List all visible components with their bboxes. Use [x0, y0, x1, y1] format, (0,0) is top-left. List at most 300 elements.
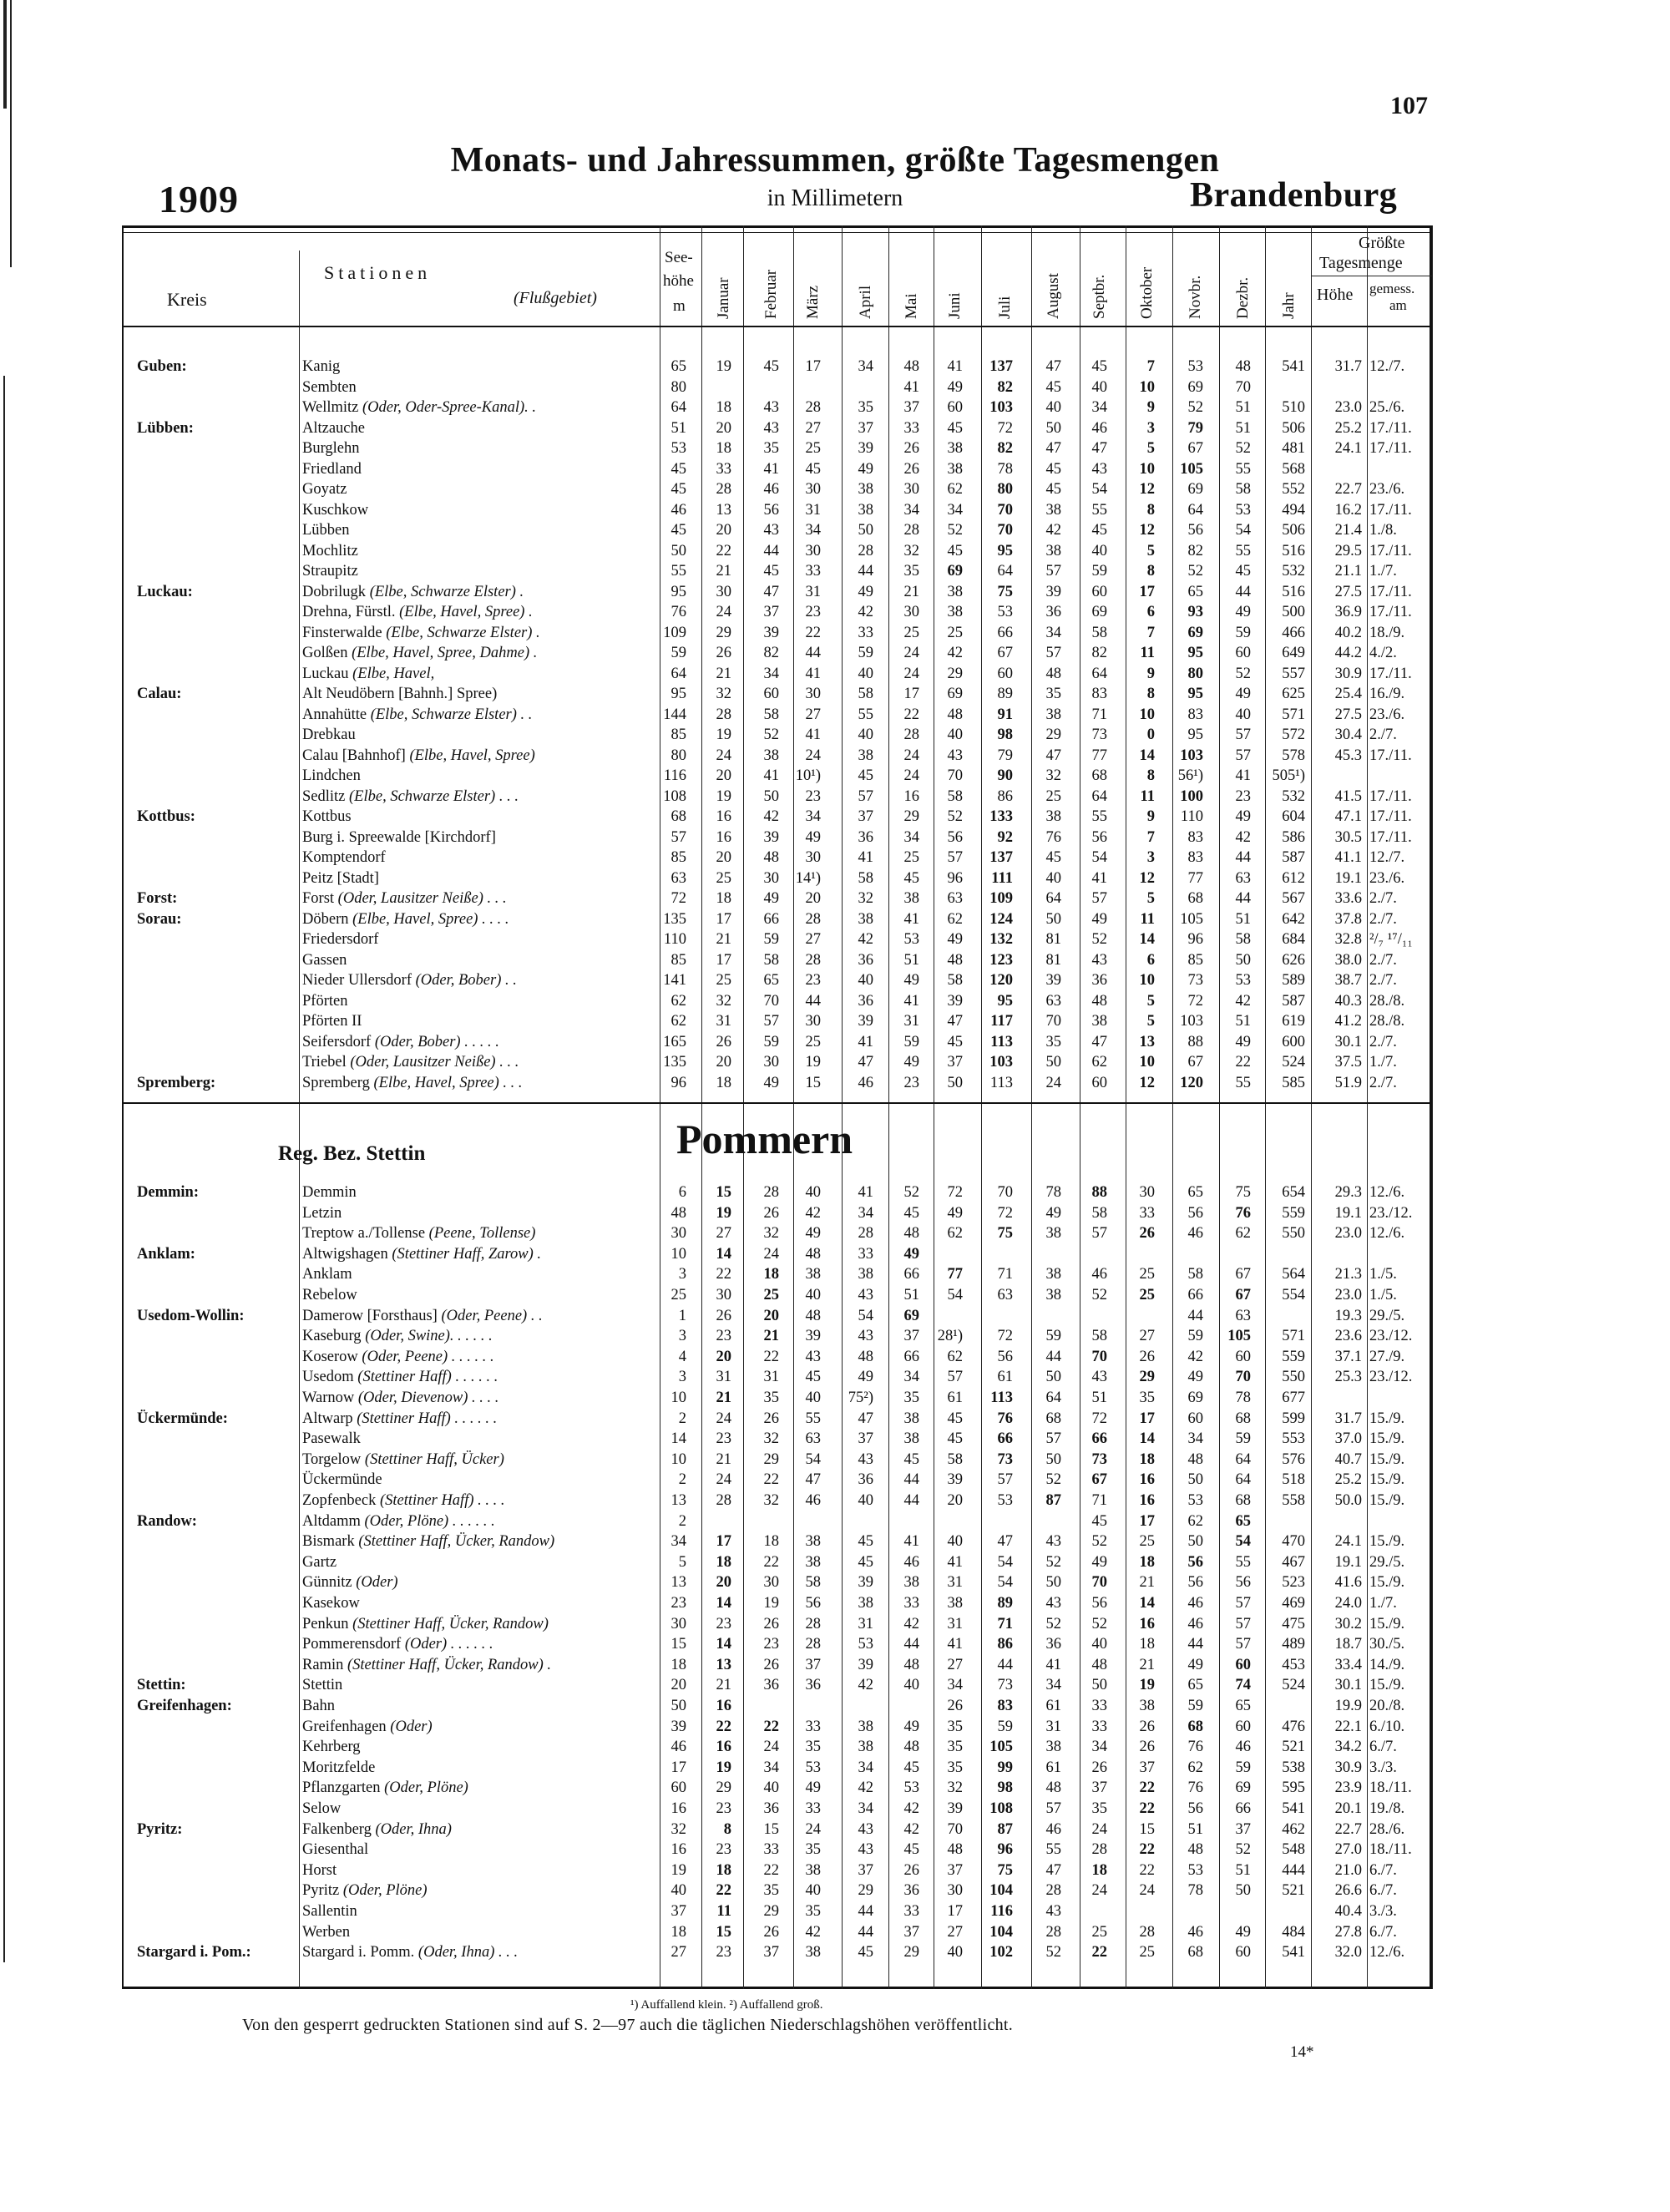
month-cell: 5 [1146, 542, 1155, 559]
jahr-cell: 587 [1282, 992, 1305, 1010]
station-name: Demmin [302, 1184, 357, 1201]
month-cell: 38 [805, 1553, 821, 1571]
month-cell: 48 [903, 358, 919, 375]
page-number: 107 [1390, 92, 1428, 119]
month-cell: 93 [1187, 604, 1203, 620]
month-cell: 35 [947, 1739, 963, 1756]
jahr-cell: 587 [1282, 849, 1305, 866]
month-cell: 59 [997, 1718, 1013, 1735]
month-cell: 52 [1091, 1287, 1107, 1303]
month-cell: 10 [1139, 706, 1155, 723]
month-cell: 45 [763, 563, 779, 580]
month-cell: 22 [1139, 1861, 1155, 1879]
datum-cell: 12./6. [1369, 1944, 1405, 1961]
month-cell: 48 [1235, 358, 1251, 375]
month-cell: 38 [858, 910, 873, 928]
month-cell: 69 [1187, 481, 1203, 498]
month-cell: 28 [716, 1492, 731, 1509]
month-cell: 57 [947, 1369, 963, 1386]
month-cell: 54 [1091, 481, 1107, 498]
month-cell: 55 [858, 706, 873, 723]
station-name: Kuschkow [302, 501, 369, 519]
month-cell: 40 [805, 1287, 821, 1303]
month-cell: 56 [1235, 1574, 1251, 1592]
month-cell: 69 [1187, 378, 1203, 396]
seehoehe-cell: 23 [671, 1595, 686, 1612]
month-cell: 49 [903, 1718, 919, 1735]
month-cell: 45 [763, 358, 779, 375]
month-cell: 80 [1187, 665, 1203, 682]
table-row [0, 1820, 1670, 1839]
month-cell: 47 [858, 1410, 873, 1427]
groesste-cell: 21.1 [1334, 563, 1362, 580]
month-cell: 38 [805, 1861, 821, 1879]
datum-cell: 23./6. [1369, 869, 1405, 887]
month-cell: 87 [1045, 1492, 1061, 1509]
jahr-cell: 600 [1282, 1033, 1305, 1050]
month-cell: 58 [858, 869, 873, 887]
month-cell: 68 [1187, 890, 1203, 907]
month-cell: 57 [1091, 890, 1107, 907]
month-cell: 52 [1187, 563, 1203, 580]
groesste-cell: 37.0 [1334, 1430, 1362, 1448]
month-cell: 47 [858, 1054, 873, 1071]
month-cell: 70 [763, 992, 779, 1010]
month-cell: 54 [947, 1287, 963, 1303]
table-row [0, 1799, 1670, 1818]
month-cell: 70 [1235, 378, 1251, 396]
month-cell: 22 [716, 1718, 731, 1735]
station-name: Altwigshagen (Stettiner Haff, Zarow) . [302, 1245, 542, 1263]
jahr-cell: 538 [1282, 1759, 1305, 1776]
month-cell: 25 [903, 624, 919, 641]
month-cell: 46 [1187, 1595, 1203, 1612]
seehoehe-cell: 19 [671, 1861, 686, 1879]
month-cell: 41 [1045, 1656, 1061, 1673]
table-row [0, 1532, 1670, 1551]
month-cell: 19 [716, 787, 731, 805]
month-cell: 7 [1146, 358, 1155, 375]
month-cell: 50 [858, 522, 873, 539]
jahr-cell: 453 [1282, 1656, 1305, 1673]
seehoehe-cell: 62 [671, 1013, 686, 1030]
table-row [0, 1410, 1670, 1428]
groesste-cell: 23.0 [1334, 1225, 1362, 1243]
month-cell: 31 [716, 1369, 731, 1386]
month-cell: 52 [1045, 1615, 1061, 1632]
station-name: Altdamm (Oder, Plöne) . . . . . . [302, 1512, 495, 1530]
month-cell: 103 [989, 399, 1013, 416]
datum-cell: 1./8. [1369, 522, 1397, 539]
month-cell: 18 [763, 1533, 779, 1551]
month-cell: 8 [1146, 767, 1155, 784]
month-cell: 123 [989, 951, 1013, 969]
month-cell: 28 [805, 910, 821, 928]
month-cell: 44 [903, 1636, 919, 1653]
month-cell: 47 [1045, 1861, 1061, 1879]
seehoehe-cell: 4 [678, 1348, 686, 1365]
station-name: Torgelow (Stettiner Haff, Ücker) [302, 1450, 504, 1468]
station-name: Wellmitz (Oder, Oder-Spree-Kanal). . [302, 399, 537, 416]
groesste-cell: 40.7 [1334, 1450, 1362, 1468]
month-cell: 47 [1091, 440, 1107, 457]
month-cell: 31 [1045, 1718, 1061, 1735]
month-cell: 75 [1235, 1184, 1251, 1201]
month-cell: 33 [903, 1903, 919, 1920]
month-cell: 38 [1045, 1225, 1061, 1243]
table-row [0, 1902, 1670, 1921]
station-name: Kaseburg (Oder, Swine). . . . . . [302, 1328, 493, 1345]
seehoehe-cell: 45 [671, 460, 686, 478]
month-cell: 83 [1187, 828, 1203, 846]
month-cell: 30 [716, 583, 731, 600]
station-name: Horst [302, 1861, 337, 1879]
month-cell: 78 [997, 460, 1013, 478]
groesste-cell: 40.4 [1334, 1903, 1362, 1920]
jahr-cell: 524 [1282, 1677, 1305, 1694]
table-row [0, 1573, 1670, 1592]
month-cell: 137 [989, 358, 1013, 375]
month-cell: 40 [805, 1184, 821, 1201]
kreis-label: Guben: [137, 358, 187, 375]
seehoehe-cell: 64 [671, 399, 686, 416]
month-cell: 43 [858, 1328, 873, 1345]
month-cell: 70 [1045, 1013, 1061, 1030]
month-cell: 14 [1139, 747, 1155, 764]
month-cell: 48 [1187, 1450, 1203, 1468]
month-cell: 88 [1187, 1033, 1203, 1050]
month-cell: 96 [1187, 931, 1203, 948]
month-cell: 65 [1187, 1677, 1203, 1694]
month-cell: 20 [716, 522, 731, 539]
month-cell: 55 [1091, 501, 1107, 519]
seehoehe-cell: 46 [671, 1739, 686, 1756]
month-cell: 44 [1235, 890, 1251, 907]
table-row [0, 1074, 1670, 1092]
month-cell: 30 [947, 1882, 963, 1900]
month-cell: 35 [947, 1718, 963, 1735]
month-cell: 42 [763, 808, 779, 825]
groesste-cell: 25.4 [1334, 686, 1362, 702]
month-cell: 35 [1045, 686, 1061, 702]
table-row [0, 1204, 1670, 1222]
month-cell: 18 [716, 890, 731, 907]
month-cell: 18 [716, 1074, 731, 1091]
station-name: Bahn [302, 1698, 336, 1714]
month-cell: 58 [763, 706, 779, 723]
groesste-cell: 20.1 [1334, 1800, 1362, 1817]
month-cell: 17 [716, 951, 731, 969]
month-cell: 52 [1045, 1944, 1061, 1961]
month-cell: 41 [858, 849, 873, 866]
month-cell: 68 [1045, 1410, 1061, 1427]
month-cell: 24 [903, 645, 919, 661]
month-cell: 38 [1045, 808, 1061, 825]
seehoehe-cell: 116 [663, 767, 686, 784]
month-cell: 26 [716, 645, 731, 661]
regbez-heading: Reg. Bez. Stettin [278, 1142, 426, 1165]
groesste-cell: 31.7 [1334, 358, 1362, 375]
month-cell: 40 [1091, 1636, 1107, 1653]
month-cell: 23 [716, 1615, 731, 1632]
month-cell: 45 [858, 1533, 873, 1551]
month-cell: 24 [716, 604, 731, 620]
station-name: Nieder Ullersdorf (Oder, Bober) . . [302, 972, 517, 989]
month-cell: 16 [716, 828, 731, 846]
month-cell: 35 [805, 1739, 821, 1756]
month-cell: 32 [763, 1492, 779, 1509]
month-cell: 38 [1045, 542, 1061, 559]
datum-cell: 29./5. [1369, 1553, 1405, 1571]
jahr-cell: 559 [1282, 1204, 1305, 1222]
month-cell: 54 [1235, 522, 1251, 539]
station-name: Altwarp (Stettiner Haff) . . . . . . [302, 1410, 498, 1427]
datum-cell: 6./7. [1369, 1861, 1397, 1879]
month-cell: 67 [997, 645, 1013, 661]
month-cell: 17 [1139, 1410, 1155, 1427]
station-name: Treptow a./Tollense (Peene, Tollense) [302, 1225, 536, 1243]
month-cell: 39 [1045, 972, 1061, 989]
table-row [0, 439, 1670, 458]
month-cell: 52 [903, 1184, 919, 1201]
groesste-cell: 24.0 [1334, 1595, 1362, 1612]
groesste-cell: 25.2 [1334, 1471, 1362, 1489]
table-row [0, 398, 1670, 417]
month-cell: 38 [1045, 1266, 1061, 1283]
month-cell: 72 [997, 1328, 1013, 1345]
header-month: April [857, 285, 874, 319]
month-cell: 52 [1235, 665, 1251, 682]
month-cell: 56 [1091, 828, 1107, 846]
month-cell: 38 [903, 890, 919, 907]
month-cell: 53 [903, 931, 919, 948]
station-name: Finsterwalde (Elbe, Schwarze Elster) . [302, 624, 540, 641]
month-cell: 23 [716, 1944, 731, 1961]
seehoehe-cell: 3 [678, 1266, 686, 1283]
month-cell: 42 [1187, 1348, 1203, 1365]
station-name: Stettin [302, 1677, 343, 1694]
month-cell: 76 [997, 1410, 1013, 1427]
month-cell: 62 [947, 481, 963, 498]
jahr-cell: 510 [1282, 399, 1305, 416]
month-cell: 49 [1091, 1553, 1107, 1571]
month-cell: 35 [903, 1389, 919, 1406]
month-cell: 24 [763, 1245, 779, 1263]
station-name: Straupitz [302, 563, 358, 580]
station-name: Sembten [302, 378, 357, 396]
header-kreis: Kreis [167, 289, 207, 310]
month-cell: 60 [1235, 1944, 1251, 1961]
datum-cell: 12./7. [1369, 849, 1405, 866]
month-cell: 26 [947, 1698, 963, 1714]
month-cell: 53 [1235, 501, 1251, 519]
table-row [0, 992, 1670, 1010]
month-cell: 25 [716, 869, 731, 887]
month-cell: 52 [1091, 1615, 1107, 1632]
region-title: Brandenburg [1190, 176, 1398, 215]
month-cell: 44 [903, 1492, 919, 1509]
month-cell: 7 [1146, 624, 1155, 641]
month-cell: 23 [716, 1800, 731, 1817]
month-cell: 95 [1187, 726, 1203, 743]
month-cell: 41 [903, 992, 919, 1010]
month-cell: 22 [903, 706, 919, 723]
month-cell: 42 [1045, 522, 1061, 539]
month-cell: 45 [858, 767, 873, 784]
month-cell: 77 [947, 1266, 963, 1283]
month-cell: 60 [1235, 1348, 1251, 1365]
month-cell: 38 [903, 1410, 919, 1427]
datum-cell: 17./11. [1369, 828, 1412, 846]
month-cell: 34 [1091, 399, 1107, 416]
jahr-cell: 599 [1282, 1410, 1305, 1427]
kreis-label: Sorau: [137, 910, 182, 928]
month-cell: 17 [903, 686, 919, 702]
seehoehe-cell: 14 [671, 1430, 686, 1448]
station-name: Sedlitz (Elbe, Schwarze Elster) . . . [302, 787, 519, 805]
groesste-cell: 27.8 [1334, 1923, 1362, 1941]
month-cell: 17 [716, 910, 731, 928]
month-cell: 14 [716, 1636, 731, 1653]
seehoehe-cell: 40 [671, 1882, 686, 1900]
station-name: Lindchen [302, 767, 361, 784]
groesste-cell: 41.6 [1334, 1574, 1362, 1592]
table-row [0, 1368, 1670, 1386]
header-seehoehe-2: höhe [663, 272, 694, 290]
month-cell: 45 [1235, 563, 1251, 580]
month-cell: 56 [997, 1348, 1013, 1365]
table-row [0, 1779, 1670, 1797]
month-cell: 59 [1187, 1698, 1203, 1714]
table-row [0, 889, 1670, 908]
month-cell: 73 [997, 1677, 1013, 1694]
month-cell: 41 [903, 910, 919, 928]
month-cell: 75 [997, 1861, 1013, 1879]
month-cell: 72 [997, 1204, 1013, 1222]
datum-cell: 15./9. [1369, 1430, 1405, 1448]
header-rule [122, 326, 1432, 327]
station-name: Kottbus [302, 808, 352, 825]
table-row [0, 1840, 1670, 1859]
groesste-cell: 37.5 [1334, 1054, 1362, 1071]
month-cell: 15 [1139, 1820, 1155, 1838]
month-cell: 73 [1091, 1450, 1107, 1468]
table-row [0, 1245, 1670, 1263]
month-cell: 49 [1235, 1033, 1251, 1050]
station-name: Kehrberg [302, 1739, 361, 1756]
month-cell: 83 [997, 1698, 1013, 1714]
pommern-title: Pommern [676, 1116, 853, 1162]
month-cell: 21 [1139, 1656, 1155, 1673]
month-cell: 31 [858, 1615, 873, 1632]
month-cell: 57 [997, 1471, 1013, 1489]
month-cell: 15 [763, 1820, 779, 1838]
groesste-cell: 21.0 [1334, 1861, 1362, 1879]
month-cell: 57 [1045, 645, 1061, 661]
groesste-cell: 30.1 [1334, 1033, 1362, 1050]
jahr-cell: 589 [1282, 972, 1305, 989]
month-cell: 24 [716, 1410, 731, 1427]
seehoehe-cell: 144 [663, 706, 686, 723]
month-cell: 37 [858, 808, 873, 825]
seehoehe-cell: 20 [671, 1677, 686, 1694]
table-row [0, 1012, 1670, 1030]
month-cell: 51 [1091, 1389, 1107, 1406]
month-cell: 83 [1187, 706, 1203, 723]
month-cell: 55 [1235, 1553, 1251, 1571]
month-cell: 44 [903, 1471, 919, 1489]
month-cell: 27 [805, 419, 821, 437]
seehoehe-cell: 2 [678, 1471, 686, 1489]
table-row [0, 685, 1670, 703]
station-name: Kanig [302, 358, 341, 375]
datum-cell: 19./8. [1369, 1800, 1405, 1817]
month-cell: 68 [1187, 1944, 1203, 1961]
month-cell: 41 [763, 460, 779, 478]
seehoehe-cell: 50 [671, 1698, 686, 1714]
month-cell: 71 [997, 1615, 1013, 1632]
month-cell: 25 [947, 624, 963, 641]
month-cell: 33 [1139, 1204, 1155, 1222]
month-cell: 66 [903, 1266, 919, 1283]
month-cell: 89 [997, 686, 1013, 702]
month-cell: 47 [1045, 358, 1061, 375]
month-cell: 45 [858, 1944, 873, 1961]
month-cell: 29 [763, 1903, 779, 1920]
month-cell: 49 [805, 1225, 821, 1243]
seehoehe-cell: 17 [671, 1759, 686, 1776]
month-cell: 19 [1139, 1677, 1155, 1694]
seehoehe-cell: 10 [671, 1389, 686, 1406]
month-cell: 57 [763, 1013, 779, 1030]
table-row [0, 583, 1670, 601]
month-cell: 109 [989, 890, 1013, 907]
month-cell: 41 [858, 1033, 873, 1050]
month-cell: 58 [858, 686, 873, 702]
month-cell: 26 [1091, 1759, 1107, 1776]
month-cell: 18 [1091, 1861, 1107, 1879]
month-cell: 48 [1091, 992, 1107, 1010]
month-cell: 75 [997, 1225, 1013, 1243]
month-cell: 108 [989, 1800, 1013, 1817]
month-cell: 21 [716, 563, 731, 580]
month-cell: 62 [947, 1348, 963, 1365]
month-cell: 46 [763, 481, 779, 498]
station-name: Usedom (Stettiner Haff) . . . . . . [302, 1369, 498, 1386]
month-cell: 77 [1091, 747, 1107, 764]
station-name: Damerow [Forsthaus] (Oder, Peene) . . [302, 1307, 543, 1324]
month-cell: 36 [763, 1800, 779, 1817]
jahr-cell: 467 [1282, 1553, 1305, 1571]
seehoehe-cell: 64 [671, 665, 686, 682]
jahr-cell: 548 [1282, 1841, 1305, 1859]
month-cell: 45 [805, 460, 821, 478]
month-cell: 42 [947, 645, 963, 661]
jahr-cell: 619 [1282, 1013, 1305, 1030]
table-row [0, 542, 1670, 560]
groesste-cell: 30.9 [1334, 1759, 1362, 1776]
month-cell: 124 [989, 910, 1013, 928]
seehoehe-cell: 55 [671, 563, 686, 580]
month-cell: 23 [805, 604, 821, 620]
month-cell: 76 [1045, 828, 1061, 846]
jahr-cell: 523 [1282, 1574, 1305, 1592]
month-cell: 50 [1045, 1369, 1061, 1386]
month-cell: 66 [763, 910, 779, 928]
month-cell: 88 [1091, 1184, 1107, 1201]
month-cell: 59 [1045, 1328, 1061, 1345]
month-cell: 59 [1235, 1430, 1251, 1448]
